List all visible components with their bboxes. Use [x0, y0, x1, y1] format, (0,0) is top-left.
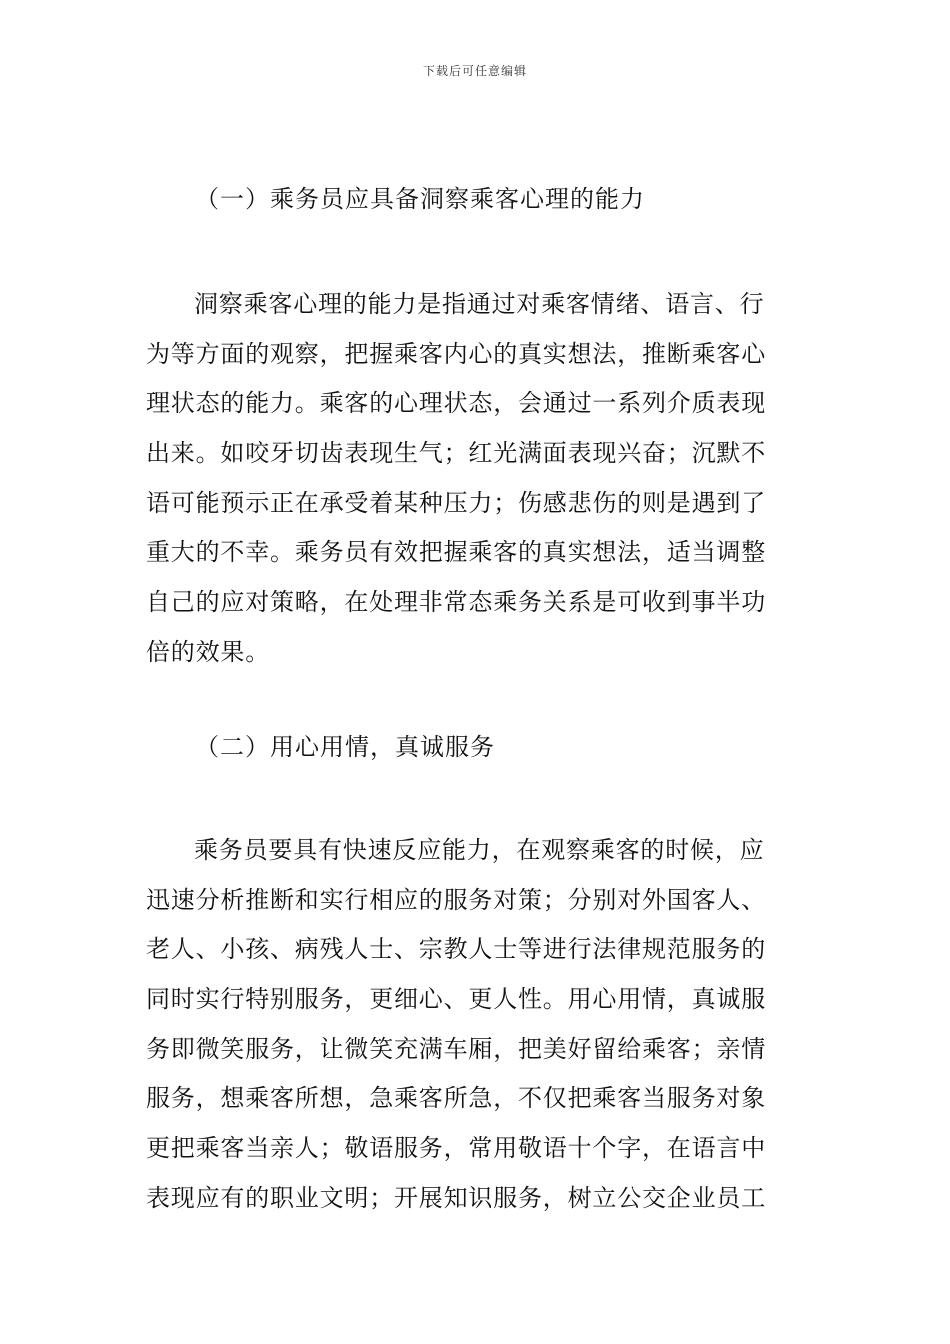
paragraph-line: 倍的效果。 [146, 637, 270, 666]
paragraph-line: 老人、小孩、病残人士、宗教人士等进行法律规范服务的 [146, 935, 766, 964]
paragraph-line: 洞察乘客心理的能力是指通过对乘客情绪、语言、行 [194, 290, 765, 318]
paragraph-line: 务即微笑服务，让微笑充满车厢，把美好留给乘客；亲情 [146, 1034, 766, 1063]
paragraph-line: 语可能预示正在承受着某种压力；伤感悲伤的则是遇到了 [146, 488, 766, 517]
page-header: 下载后可任意编辑 [422, 64, 527, 78]
paragraph-line: 为等方面的观察，把握乘客内心的真实想法，推断乘客心 [146, 339, 766, 368]
paragraph-line: 同时实行特别服务，更细心、更人性。用心用情，真诚服 [146, 985, 766, 1014]
section-heading-1: （一）乘务员应具备洞察乘客心理的能力 [195, 185, 645, 213]
paragraph-line: 表现应有的职业文明；开展知识服务，树立公交企业员工 [146, 1183, 766, 1212]
paragraph-line: 出来。如咬牙切齿表现生气；红光满面表现兴奋；沉默不 [146, 439, 766, 468]
paragraph-line: 理状态的能力。乘客的心理状态，会通过一系列介质表现 [146, 389, 766, 418]
section-paragraph-2 [146, 826, 806, 1224]
paragraph-line: 自己的应对策略，在处理非常态乘务关系是可收到事半功 [146, 588, 766, 617]
section-paragraph-1 [146, 280, 806, 678]
paragraph-line: 迅速分析推断和实行相应的服务对策；分别对外国客人、 [146, 885, 766, 914]
paragraph-line: 服务，想乘客所想，急乘客所急，不仅把乘客当服务对象 [146, 1084, 766, 1113]
paragraph-line: 更把乘客当亲人；敬语服务，常用敬语十个字，在语言中 [146, 1134, 766, 1163]
section-heading-2: （二）用心用情，真诚服务 [195, 733, 495, 761]
paragraph-line: 乘务员要具有快速反应能力，在观察乘客的时候，应 [194, 836, 765, 864]
paragraph-line: 重大的不幸。乘务员有效把握乘客的真实想法，适当调整 [146, 538, 766, 567]
